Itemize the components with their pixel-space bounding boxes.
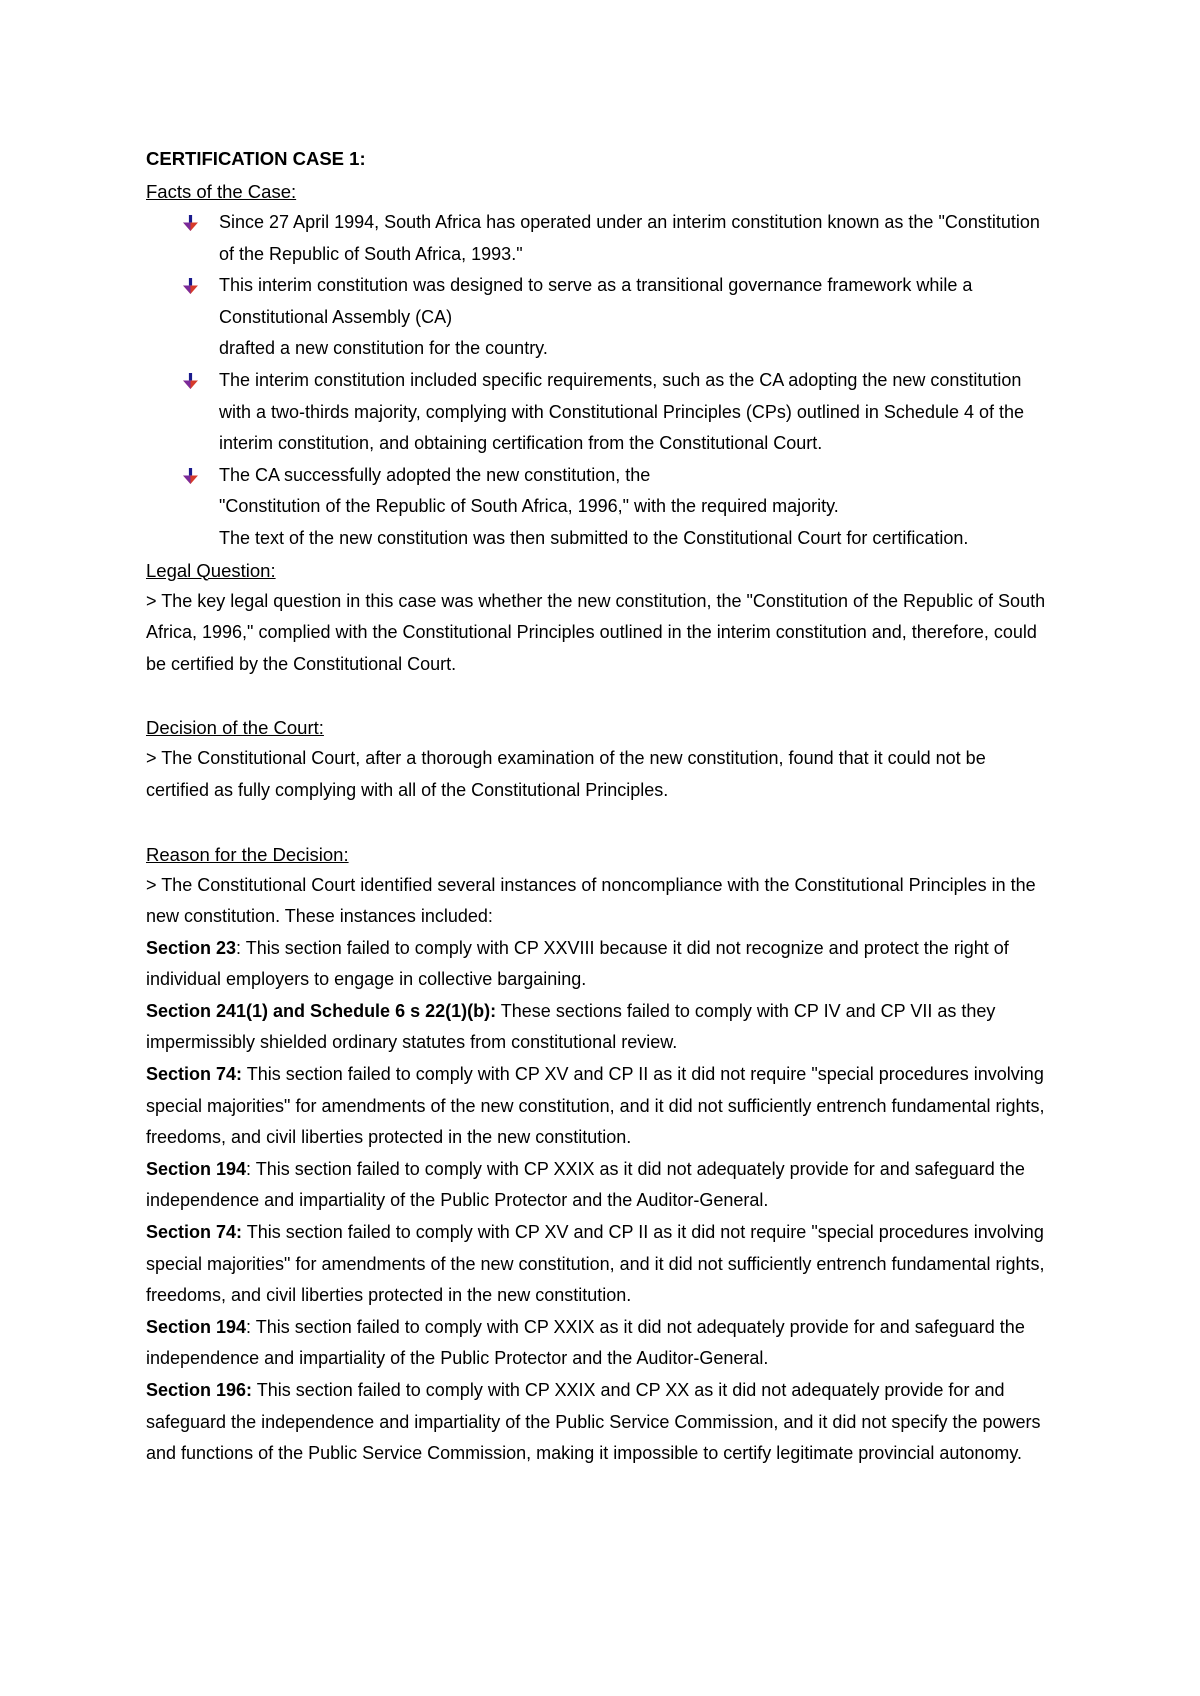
- paragraph-gap: [146, 807, 1066, 839]
- document-title: CERTIFICATION CASE 1:: [146, 148, 366, 169]
- legal-question-heading: Legal Question:: [146, 559, 276, 581]
- section-entry-241: [146, 996, 1066, 1059]
- bullet-line: This interim constitution was designed to serve as a transitional governance framework while a: [219, 275, 973, 296]
- section-text: independence and impartiality of the Public Protector and the Auditor-General.: [146, 1190, 769, 1211]
- section-entry-23: [146, 933, 1066, 996]
- bullet-line: with a two-thirds majority, complying with Constitutional Principles (CPs) outlined in Schedule 4 of the: [219, 401, 1025, 422]
- section-entry-194-repeat: [146, 1312, 1066, 1375]
- bullet-line: drafted a new constitution for the country.: [219, 338, 548, 359]
- legal-question-line: Africa, 1996," complied with the Constitutional Principles outlined in the interim constitution and, therefore, could: [146, 622, 1037, 643]
- arrow-down-bullet-icon: [182, 215, 199, 232]
- section-text: independence and impartiality of the Public Protector and the Auditor-General.: [146, 1348, 769, 1369]
- facts-bullet-list: [146, 207, 1066, 555]
- section-label: Section 196:: [146, 1380, 253, 1400]
- section-text: special majorities" for amendments of the new constitution, and it did not sufficiently entrench fundamental rights,: [146, 1253, 1045, 1274]
- section-text: and functions of the Public Service Commission, making it impossible to certify legitimate provincial autonomy.: [146, 1443, 1023, 1464]
- decision-heading: Decision of the Court:: [146, 717, 324, 739]
- bullet-line: Constitutional Assembly (CA): [219, 306, 453, 327]
- arrow-down-bullet-icon: [182, 373, 199, 390]
- section-label: Section 74:: [146, 1222, 243, 1243]
- section-text: This section failed to comply with CP XV and CP II as it did not require "special procedures involving: [242, 1222, 1044, 1243]
- decision-line: > The Constitutional Court, after a thorough examination of the new constitution, found that it could not be: [146, 748, 986, 769]
- bullet-line: interim constitution, and obtaining certification from the Constitutional Court.: [219, 433, 823, 454]
- bullet-line: "Constitution of the Republic of South Africa, 1996," with the required majority.: [219, 496, 839, 517]
- bullet-line: The interim constitution included specific requirements, such as the CA adopting the new constitution: [219, 369, 1022, 390]
- list-item: [219, 207, 1066, 270]
- section-text: impermissibly shielded ordinary statutes from constitutional review.: [146, 1032, 678, 1053]
- section-entry-74-repeat: [146, 1217, 1066, 1312]
- section-text: safeguard the independence and impartiality of the Public Service Commission, and it did not specify the powers: [146, 1411, 1041, 1432]
- section-text: This section failed to comply with CP XV and CP II as it did not require "special procedures involving: [242, 1064, 1044, 1085]
- arrow-down-bullet-icon: [182, 468, 199, 485]
- arrow-down-bullet-icon: [182, 278, 199, 295]
- legal-question-line: > The key legal question in this case was whether the new constitution, the "Constitution of the Republic of South: [146, 590, 1046, 611]
- bullet-line: The CA successfully adopted the new constitution, the: [219, 464, 651, 485]
- section-entry-196: [146, 1375, 1066, 1470]
- section-text: special majorities" for amendments of the new constitution, and it did not sufficiently entrench fundamental rights,: [146, 1095, 1045, 1116]
- paragraph-gap: [146, 680, 1066, 712]
- section-text: individual employers to engage in collective bargaining.: [146, 969, 587, 990]
- section-text: These sections failed to comply with CP IV and CP VII as they: [496, 1000, 996, 1021]
- section-label: Section 194: [146, 1158, 247, 1179]
- decision-line: certified as fully complying with all of the Constitutional Principles.: [146, 779, 669, 800]
- section-text: : This section failed to comply with CP XXVIII because it did not recognize and protect the right of: [236, 937, 1009, 958]
- section-entry-194: [146, 1154, 1066, 1217]
- list-item: [219, 365, 1066, 460]
- bullet-line: Since 27 April 1994, South Africa has operated under an interim constitution known as the "Constitution: [219, 212, 1040, 232]
- section-text: : This section failed to comply with CP XXIX as it did not adequately provide for and safeguard the: [246, 1158, 1025, 1179]
- list-item: [219, 460, 1066, 555]
- list-item: [219, 270, 1066, 365]
- bullet-line: of the Republic of South Africa, 1993.": [219, 243, 523, 264]
- reason-intro-line: new constitution. These instances included:: [146, 906, 493, 927]
- section-label: Section 194: [146, 1316, 247, 1337]
- legal-question-line: be certified by the Constitutional Court.: [146, 653, 457, 674]
- bullet-line: The text of the new constitution was then submitted to the Constitutional Court for certification.: [219, 527, 969, 548]
- section-text: : This section failed to comply with CP XXIX as it did not adequately provide for and safeguard the: [246, 1316, 1025, 1337]
- section-text: freedoms, and civil liberties protected in the new constitution.: [146, 1127, 632, 1148]
- section-text: This section failed to comply with CP XXIX and CP XX as it did not adequately provide for and: [252, 1380, 1005, 1400]
- section-entry-74: [146, 1059, 1066, 1154]
- section-label: Section 74:: [146, 1064, 243, 1085]
- facts-heading: Facts of the Case:: [146, 181, 297, 202]
- section-label: Section 23: [146, 937, 237, 958]
- document-page: [146, 144, 1066, 1470]
- section-text: freedoms, and civil liberties protected in the new constitution.: [146, 1285, 632, 1306]
- section-label: Section 241(1) and Schedule 6 s 22(1)(b):: [146, 1000, 497, 1021]
- reason-heading: Reason for the Decision:: [146, 843, 349, 865]
- reason-intro-line: > The Constitutional Court identified several instances of noncompliance with the Constitutional Principles in the: [146, 874, 1036, 895]
